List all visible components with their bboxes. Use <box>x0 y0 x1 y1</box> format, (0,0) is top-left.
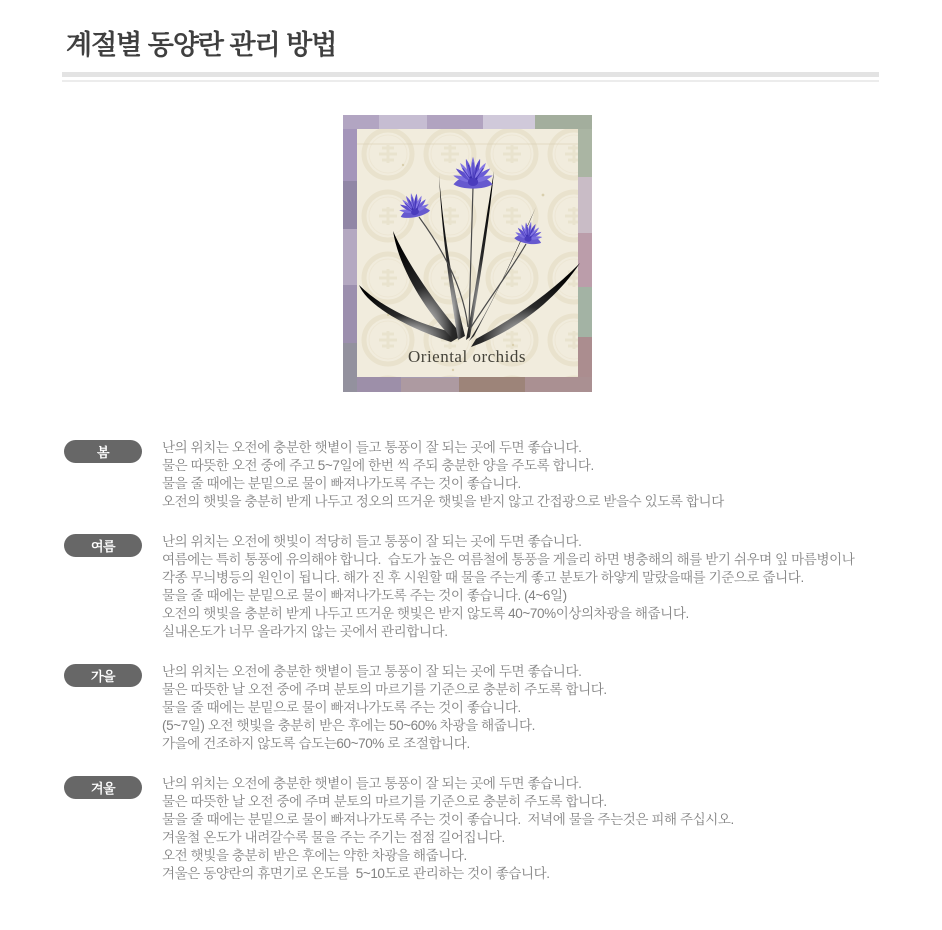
care-line: 난의 위치는 오전에 충분한 햇볕이 들고 통풍이 잘 되는 곳에 두면 좋습니다. <box>162 664 582 679</box>
care-line: 난의 위치는 오전에 충분한 햇볕이 들고 통풍이 잘 되는 곳에 두면 좋습니다. <box>162 440 582 455</box>
care-line: 물은 따뜻한 날 오전 중에 주며 분토의 마르기를 기준으로 충분히 주도록 합니다. <box>162 682 607 697</box>
care-line: 물은 따뜻한 오전 중에 주고 5~7일에 한번 씩 주되 충분한 양을 주도록 합니다. <box>162 458 594 473</box>
artwork-caption: Oriental orchids <box>408 347 526 366</box>
season-section-winter <box>64 775 942 883</box>
care-instructions <box>162 533 854 641</box>
care-instructions <box>162 775 734 883</box>
care-line: 오전의 햇빛을 충분히 받게 나두고 정오의 뜨거운 햇빛을 받지 않고 간접광으로 받을수 있도록 합니다 <box>162 494 724 509</box>
orchid-artwork <box>343 115 592 392</box>
care-line: 오전 햇빛을 충분히 받은 후에는 약한 차광을 해줍니다. <box>162 848 467 863</box>
season-section-summer <box>64 533 942 641</box>
care-line: 각종 무늬병등의 원인이 됩니다. 해가 진 후 시원할 때 물을 주는게 좋고 분토가 하얗게 말랐을때를 기준으로 줍니다. <box>162 570 804 585</box>
seasonal-care-sections <box>64 439 942 883</box>
care-instructions <box>162 439 724 511</box>
orchid-painting-image <box>343 115 592 392</box>
divider-thin-line <box>62 80 879 82</box>
care-line: 여름에는 특히 통풍에 유의해야 합니다. 습도가 높은 여름철에 통풍을 게을리 하면 병충해의 해를 받기 쉬우며 잎 마름병이나 <box>162 552 855 567</box>
care-line: 가을에 건조하지 않도록 습도는60~70% 로 조절합니다. <box>162 736 470 751</box>
season-badge-spring: 봄 <box>64 440 142 463</box>
season-section-spring <box>64 439 942 511</box>
season-badge-winter: 겨울 <box>64 776 142 799</box>
season-badge-summer: 여름 <box>64 534 142 557</box>
care-line: 난의 위치는 오전에 충분한 햇볕이 들고 통풍이 잘 되는 곳에 두면 좋습니다. <box>162 776 582 791</box>
care-line: 물을 줄 때에는 분밑으로 물이 빠져나가도록 주는 것이 좋습니다. <box>162 700 521 715</box>
care-line: 물은 따뜻한 날 오전 중에 주며 분토의 마르기를 기준으로 충분히 주도록 합니다. <box>162 794 607 809</box>
care-line: 물을 줄 때에는 분밑으로 물이 빠져나가도록 주는 것이 좋습니다. (4~6일) <box>162 588 567 603</box>
care-instructions <box>162 663 607 753</box>
care-line: (5~7일) 오전 햇빛을 충분히 받은 후에는 50~60% 차광을 해줍니다. <box>162 718 536 733</box>
care-line: 오전의 햇빛을 충분히 받게 나두고 뜨거운 햇빛은 받지 않도록 40~70%이상의차광을 해줍니다. <box>162 606 689 621</box>
care-line: 물을 줄 때에는 분밑으로 물이 빠져나가도록 주는 것이 좋습니다. <box>162 476 521 491</box>
title-divider <box>62 72 879 82</box>
season-section-autumn <box>64 663 942 753</box>
care-line: 물을 줄 때에는 분밑으로 물이 빠져나가도록 주는 것이 좋습니다. 저녁에 물을 주는것은 피해 주십시오. <box>162 812 734 827</box>
care-line: 실내온도가 너무 올라가지 않는 곳에서 관리합니다. <box>162 624 448 639</box>
care-line: 겨울은 동양란의 휴면기로 온도를 5~10도로 관리하는 것이 좋습니다. <box>162 866 550 881</box>
divider-thick-line <box>62 72 879 77</box>
care-line: 겨울철 온도가 내려갈수록 물을 주는 주기는 점점 길어집니다. <box>162 830 505 845</box>
page-title: 계절별 동양란 관리 방법 <box>66 30 337 60</box>
season-badge-autumn: 가을 <box>64 664 142 687</box>
care-line: 난의 위치는 오전에 햇빛이 적당히 들고 통풍이 잘 되는 곳에 두면 좋습니다. <box>162 534 582 549</box>
